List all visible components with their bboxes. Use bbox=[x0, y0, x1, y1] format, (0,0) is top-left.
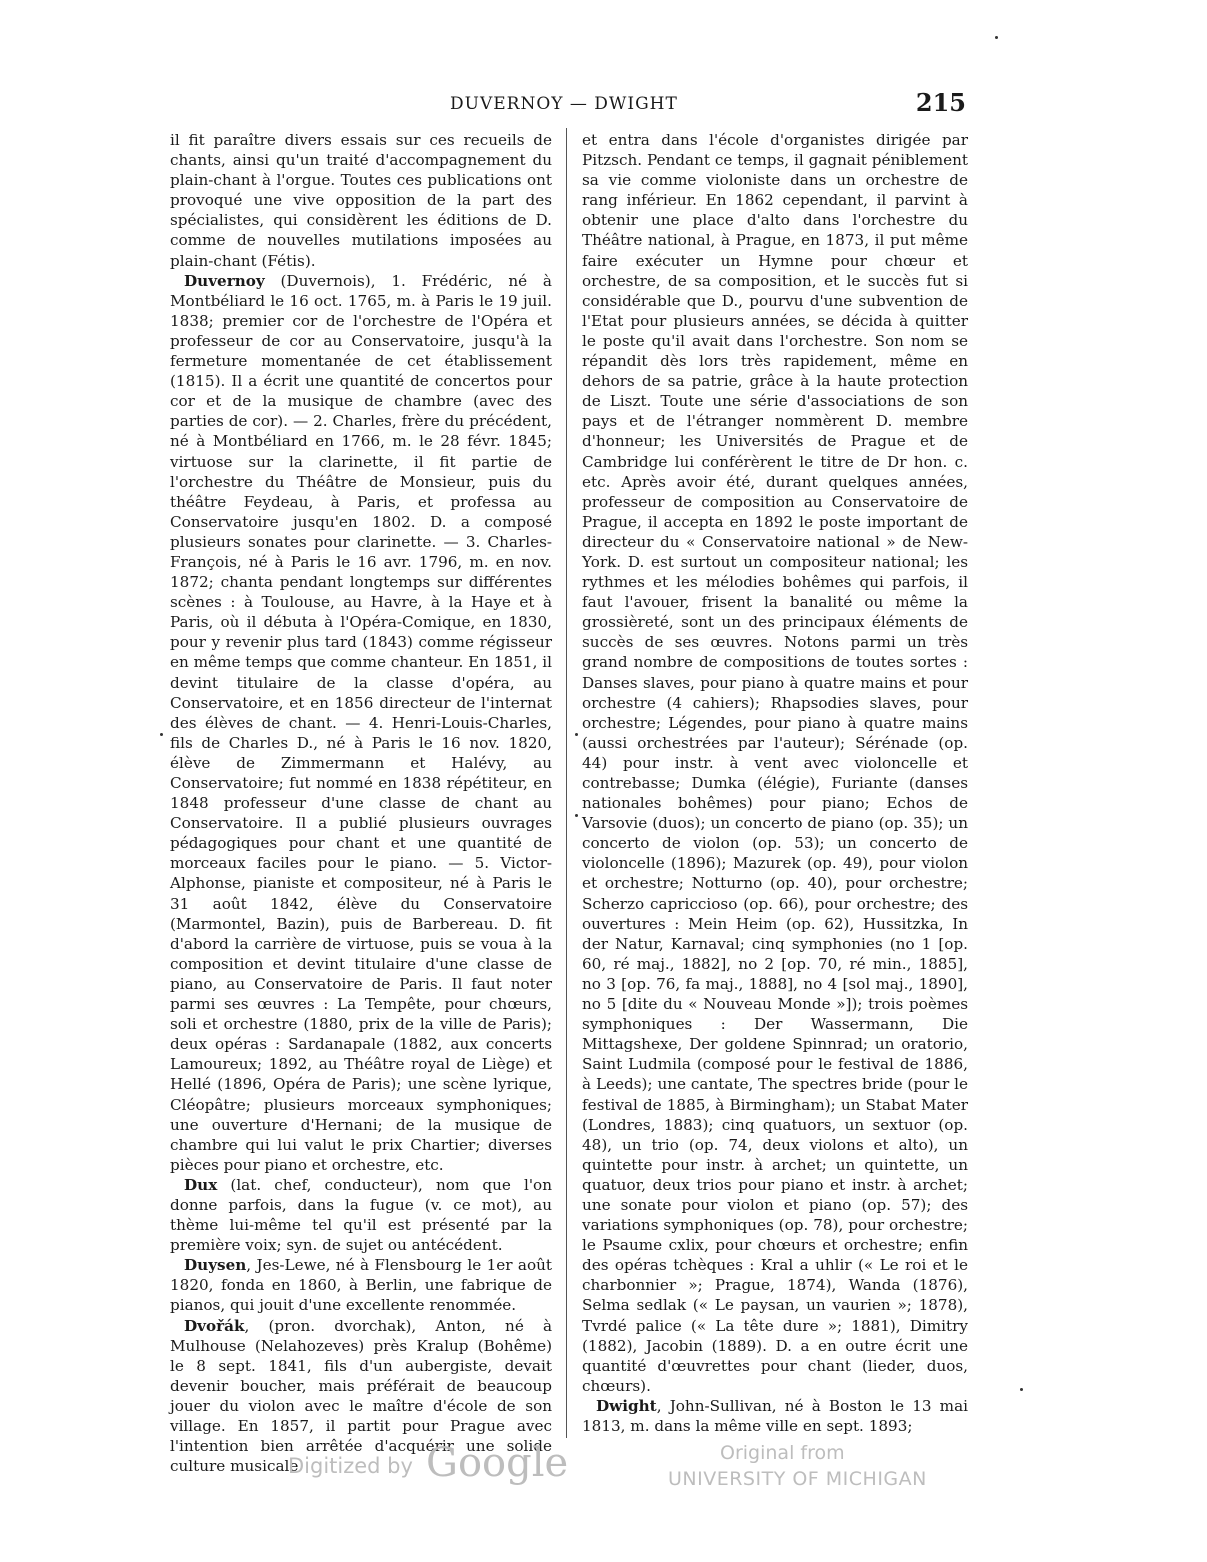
entry-text: (lat. chef, conducteur), nom que l'on donne parfois, dans la fugue (v. ce mot), au thème lui-même tel qu'il est présenté par la première voix; syn. de sujet ou antécédent. bbox=[170, 1175, 552, 1255]
running-title: DUVERNOY — DWIGHT bbox=[450, 94, 678, 114]
entry-text: (Duvernois), 1. Frédéric, né à Montbéliard le 16 oct. 1765, m. à Paris le 19 juil. 1838; premier cor de l'orchestre de l'Opéra et professeur de cor au Conservatoire, jusqu'à la fermeture momentanée de cet établissement (1815). Il a écrit une quantité de concertos pour cor et de la musique de chambre (avec des parties de cor). — 2. Charles, frère du précédent, né à Montbéliard en 1766, m. le 28 févr. 1845; virtuose sur la clarinette, il fit partie de l'orchestre du Théâtre de Monsieur, puis du théâtre Feydeau, à Paris, et professa au Conservatoire jusqu'en 1802. D. a composé plusieurs sonates pour clarinette. — 3. Charles-François, né à Paris le 16 avr. 1796, m. en nov. 1872; chanta pendant longtemps sur différentes scènes : à Toulouse, au Havre, à la Haye et à Paris, où il débuta à l'Opéra-Comique, en 1830, pour y revenir plus tard (1843) comme régisseur en même temps que comme chanteur. En 1851, il devint titulaire de la classe d'opéra, au Conservatoire, et en 1856 directeur de l'internat des élèves de chant. — 4. Henri-Louis-Charles, fils de Charles D., né à Paris le 16 nov. 1820, élève de Zimmermann et Halévy, au Conservatoire; fut nommé en 1838 répétiteur, en 1848 professeur d'une classe de chant au Conservatoire. Il a publié plusieurs ouvrages pédagogiques pour chant et une quantité de morceaux faciles pour le piano. — 5. Victor-Alphonse, pianiste et compositeur, né à Paris le 31 août 1842, élève du Conservatoire (Marmontel, Bazin), puis de Barbereau. D. fit d'abord la carrière de virtuose, puis se voua à la composition et devint titulaire d'une classe de piano, au Conservatoire de Paris. Il faut noter parmi ses œuvres : La Tempête, pour chœurs, soli et orchestre (1880, prix de la ville de Paris); deux opéras : Sardanapale (1882, aux concerts Lamoureux; 1892, au Théâtre royal de Liège) et Hellé (1896, Opéra de Paris); une scène lyrique, Cléopâtre; plusieurs morceaux symphoniques; une ouverture d'Hernani; de la musique de chambre qui lui valut le prix Chartier; diverses pièces pour piano et orchestre, etc. bbox=[170, 271, 552, 1174]
google-logo: Google bbox=[426, 1440, 569, 1486]
paragraph-text: il fit paraître divers essais sur ces recueils de chants, ainsi qu'un traité d'accompagnement du plain-chant à l'orgue. Toutes ces publications ont provoqué une vive opposition de la part des spécialistes, qui considèrent les éditions de D. comme de nouvelles mutilations imposées au plain-chant (Fétis). bbox=[170, 131, 552, 270]
entry-text: , John-Sullivan, né à Boston le 13 mai 1813, m. dans la même ville en sept. 1893; bbox=[582, 1396, 968, 1435]
paragraph-text: et entra dans l'école d'organistes dirigée par Pitzsch. Pendant ce temps, il gagnait péniblement sa vie comme violoniste dans un orchestre de rang inférieur. En 1862 cependant, il parvint à obtenir une place d'alto dans l'orchestre du Théâtre national, à Prague, en 1873, il put même faire exécuter un Hymne pour chœur et orchestre, de sa composition, et le succès fut si considérable que D., pourvu d'une subvention de l'Etat pour plusieurs années, se décida à quitter le poste qu'il avait dans l'orchestre. Son nom se répandit dès lors très rapidement, même en dehors de sa patrie, grâce à la haute protection de Liszt. Toute une série d'associations de son pays et de l'étranger nommèrent D. membre d'honneur; les Universités de Prague et de Cambridge lui conférèrent le titre de Dr hon. c. etc. Après avoir été, durant quelques années, professeur de composition au Conservatoire de Prague, il accepta en 1892 le poste important de directeur du « Conservatoire national » de New-York. D. est surtout un compositeur national; les rythmes et les mélodies bohêmes qui parfois, il faut l'avouer, frisent la banalité ou même la grossièreté, sont un des principaux éléments de succès de ses œuvres. Notons parmi un très grand nombre de compositions de toutes sortes : Danses slaves, pour piano à quatre mains et pour orchestre (4 cahiers); Rhapsodies slaves, pour orchestre; Légendes, pour piano à quatre mains (aussi orchestrées par l'auteur); Sérénade (op. 44) pour instr. à vent avec violoncelle et contrebasse; Dumka (élégie), Furiante (danses nationales bohêmes) pour piano; Echos de Varsovie (duos); un concerto de piano (op. 35); un concerto de violon (op. 53); un concerto de violoncelle (1896); Mazurek (op. 49), pour violon et orchestre; Notturno (op. 40), pour orchestre; Scherzo capriccioso (op. 66), pour orchestre; des ouvertures : Mein Heim (op. 62), Hussitzka, In der Natur, Karnaval; cinq symphonies (no 1 [op. 60, ré maj., 1882], no 2 [op. 70, ré min., 1885], no 3 [op. 76, fa maj., 1888], no 4 [sol maj., 1890], no 5 [dite du « Nouveau Monde »]); trois poèmes symphoniques : Der Wassermann, Die Mittagshexe, Der goldene Spinnrad; un oratorio, Saint Ludmila (composé pour le festival de 1886, à Leeds); une cantate, The spectres bride (pour le festival de 1885, à Birmingham); un Stabat Mater (Londres, 1883); cinq quatuors, un sextuor (op. 48), un trio (op. 74, deux violons et alto), un quintette pour instr. à archet; un quintette, un quatuor, deux trios pour piano et instr. à archet; une sonate pour violon et piano (op. 57); des variations symphoniques (op. 78), pour orchestre; le Psaume cxlix, pour chœurs et orchestre; enfin des opéras tchèques : Kral a uhlir (« Le roi et le charbonnier »; Prague, 1874), Wanda (1876), Selma sedlak (« Le paysan, un vaurien »; 1878), Tvrdé palice (« La tête dure »; 1881), Dimitry (1882), Jacobin (1889). D. a en outre écrit une quantité d'œuvrettes pour chant (lieder, duos, chœurs). bbox=[582, 131, 968, 1395]
headword: Dwight bbox=[596, 1396, 657, 1415]
scan-speck bbox=[995, 36, 998, 39]
scan-speck bbox=[575, 733, 578, 736]
digitization-watermark bbox=[280, 1440, 960, 1500]
left-column bbox=[170, 130, 552, 1476]
scan-speck bbox=[575, 814, 578, 817]
entry-text: , Jes-Lewe, né à Flensbourg le 1er août 1820, fonda en 1860, à Berlin, une fabrique de pianos, qui jouit d'une excellente renommée. bbox=[170, 1256, 552, 1315]
right-column bbox=[582, 130, 968, 1436]
entry-duvernoy bbox=[170, 271, 552, 1175]
institution-text: UNIVERSITY OF MICHIGAN bbox=[668, 1468, 927, 1490]
entry-text: , (pron. dvorchak), Anton, né à Mulhouse (Nelahozeves) près Kralup (Bohême) le 8 sept. 1841, fils d'un aubergiste, devait devenir boucher, mais préférait de beaucoup jouer du violon avec le maître d'école de son village. En 1857, il partit pour Prague avec l'intention bien arrêtée d'acquérir une solide culture musicale bbox=[170, 1316, 552, 1476]
page-number: 215 bbox=[915, 88, 966, 117]
headword: Dvořák bbox=[184, 1316, 245, 1335]
entry-dwight bbox=[582, 1396, 968, 1436]
scan-speck bbox=[1020, 1388, 1023, 1391]
paragraph bbox=[582, 130, 968, 1396]
column-divider bbox=[566, 128, 567, 1438]
entry-duysen bbox=[170, 1255, 552, 1315]
original-from-text: Original from bbox=[720, 1442, 845, 1464]
paragraph bbox=[170, 130, 552, 271]
running-head bbox=[440, 88, 966, 128]
scan-speck bbox=[160, 733, 163, 736]
entry-dux bbox=[170, 1175, 552, 1255]
digitized-by-text: Digitized by bbox=[288, 1454, 413, 1478]
headword: Dux bbox=[184, 1175, 218, 1194]
headword: Duysen bbox=[184, 1256, 247, 1275]
headword: Duvernoy bbox=[184, 271, 265, 290]
